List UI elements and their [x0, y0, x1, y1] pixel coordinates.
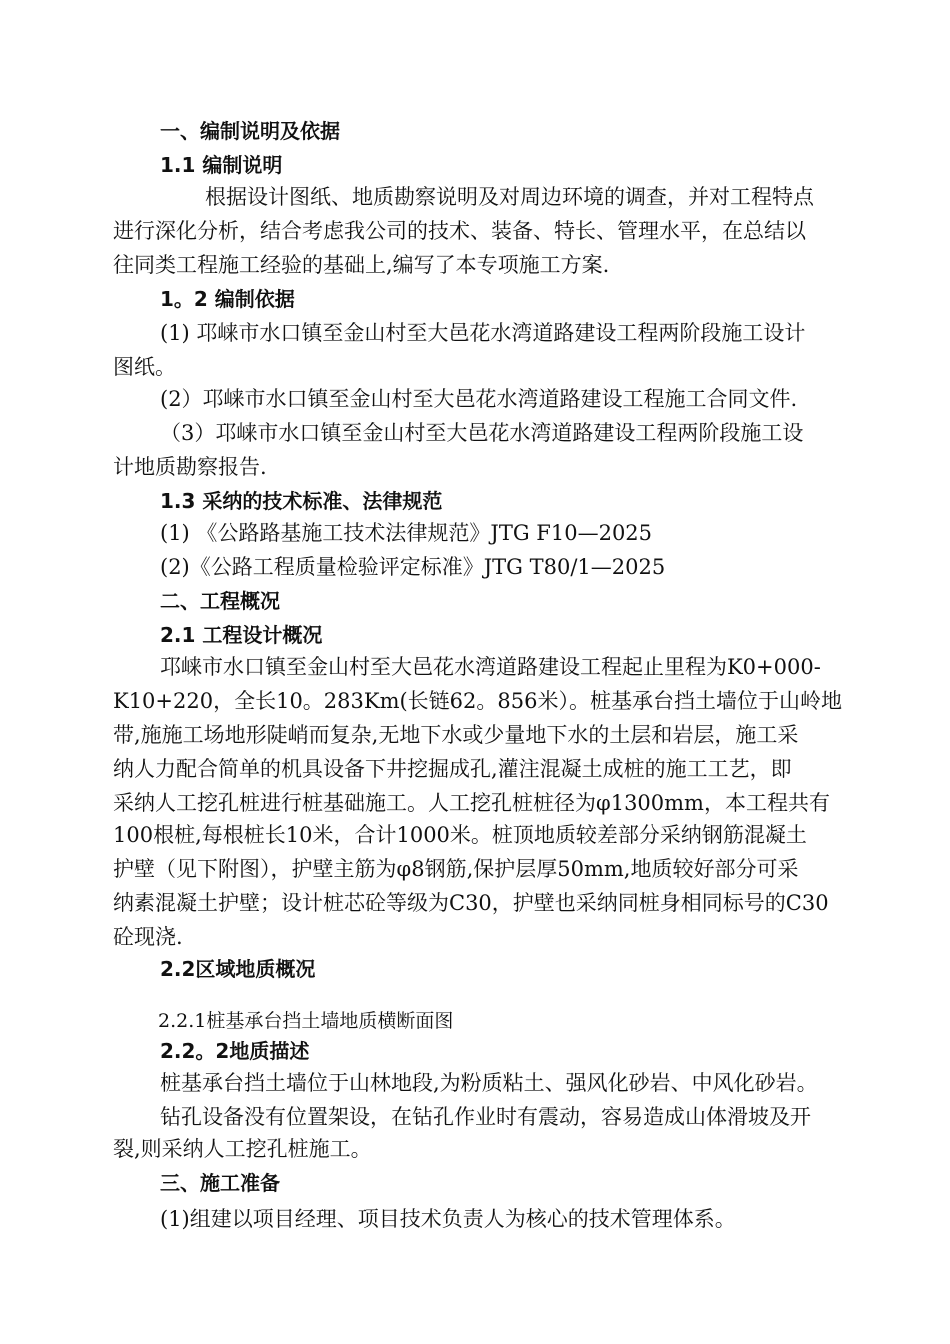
paragraph-line: 钻孔设备没有位置架设，在钻孔作业时有震动，容易造成山体滑坡及开 [160, 1105, 811, 1129]
paragraph-line: 100根桩,每根桩长10米，合计1000米。桩顶地质较差部分采纳钢筋混凝土 [113, 823, 807, 847]
paragraph-line: 裂,则采纳人工挖孔桩施工。 [113, 1137, 372, 1161]
section-heading-1: 一、编制说明及依据 [160, 119, 340, 143]
paragraph-line: 采纳人工挖孔桩进行桩基础施工。人工挖孔桩桩径为φ1300mm，本工程共有 [113, 791, 830, 815]
paragraph-line: 根据设计图纸、地质勘察说明及对周边环境的调查，并对工程特点 [205, 185, 814, 209]
list-item: (1) 《公路路基施工技术法律规范》JTG F10—2025 [160, 521, 653, 545]
section-heading-2: 二、工程概况 [160, 589, 280, 613]
paragraph-line: 护壁（见下附图），护壁主筋为φ8钢筋,保护层厚50mm,地质较好部分可采 [113, 857, 799, 881]
paragraph-line: 纳人力配合简单的机具设备下井挖掘成孔,灌注混凝土成桩的施工工艺，即 [113, 757, 792, 781]
section-heading-3: 三、施工准备 [160, 1171, 280, 1195]
list-item: （3）邛崃市水口镇至金山村至大邑花水湾道路建设工程两阶段施工设 [160, 421, 804, 445]
paragraph-line: 往同类工程施工经验的基础上,编写了本专项施工方案. [113, 253, 610, 277]
paragraph-line: 桩基承台挡土墙位于山林地段,为粉质粘土、强风化砂岩、中风化砂岩。 [160, 1071, 818, 1095]
figure-caption: 2.2.1桩基承台挡土墙地质横断面图 [158, 1010, 454, 1032]
paragraph-line: K10+220，全长10。283Km(长链62。856米）。桩基承台挡土墙位于山岭地 [113, 689, 842, 713]
subsection-heading-2-1: 2.1 工程设计概况 [160, 623, 323, 647]
paragraph-line: 进行深化分析，结合考虑我公司的技术、装备、特长、管理水平，在总结以 [113, 219, 806, 243]
list-item-continuation: 图纸。 [113, 355, 176, 379]
paragraph-line: 邛崃市水口镇至金山村至大邑花水湾道路建设工程起止里程为K0+000- [160, 655, 821, 679]
list-item: (1) 邛崃市水口镇至金山村至大邑花水湾道路建设工程两阶段施工设计 [160, 321, 806, 345]
subsection-heading-1-1: 1.1 编制说明 [160, 153, 283, 177]
list-item-continuation: 计地质勘察报告. [113, 455, 267, 479]
list-item: (1)组建以项目经理、项目技术负责人为核心的技术管理体系。 [160, 1207, 736, 1231]
paragraph-line: 纳素混凝土护壁；设计桩芯砼等级为C30，护壁也采纳同桩身相同标号的C30 [113, 891, 829, 915]
list-item: (2）邛崃市水口镇至金山村至大邑花水湾道路建设工程施工合同文件. [160, 387, 798, 411]
subsection-heading-1-3: 1.3 采纳的技术标准、法律规范 [160, 489, 443, 513]
subsection-heading-2-2: 2.2区域地质概况 [160, 957, 316, 981]
paragraph-line: 带,施施工场地形陡峭而复杂,无地下水或少量地下水的土层和岩层，施工采 [113, 723, 799, 747]
paragraph-line: 砼现浇. [113, 925, 183, 949]
list-item: (2)《公路工程质量检验评定标准》JTG T80/1—2025 [160, 555, 666, 579]
subsection-heading-2-2-2: 2.2。2地质描述 [160, 1039, 310, 1063]
subsection-heading-1-2: 1。2 编制依据 [160, 287, 295, 311]
